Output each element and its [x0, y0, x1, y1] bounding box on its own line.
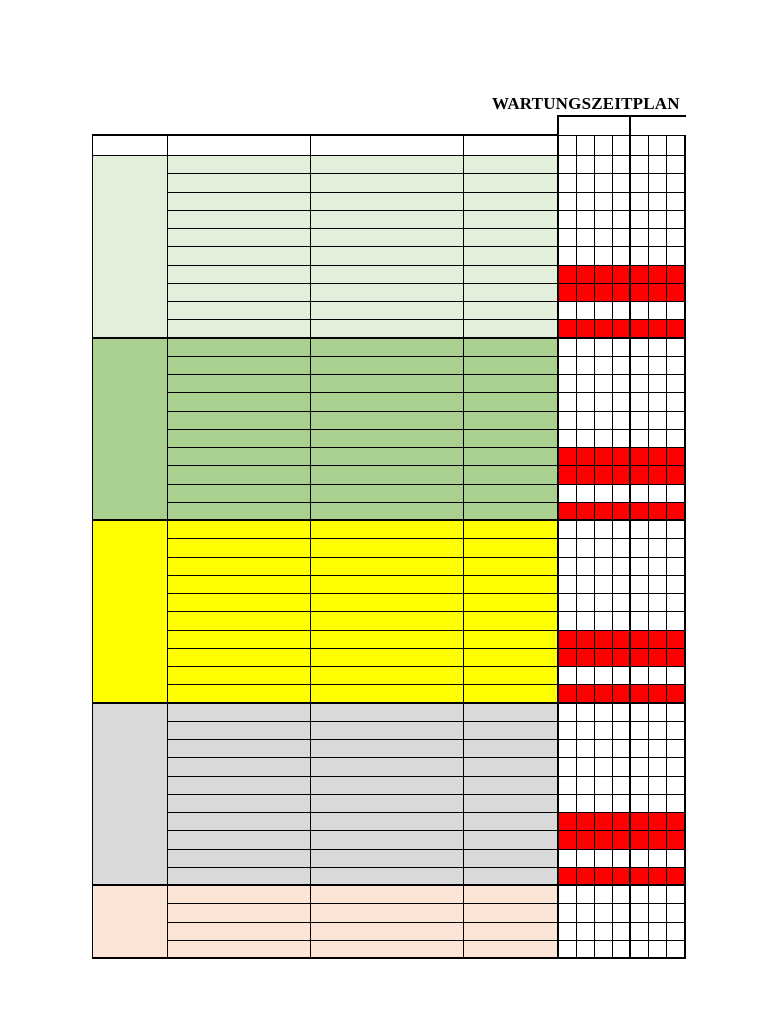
page-title: WARTUNGSZEITPLAN	[492, 94, 680, 113]
task-interval-cell	[463, 319, 558, 337]
task-interval-cell	[463, 538, 558, 556]
grid-line	[629, 115, 631, 958]
task-interval-cell	[463, 849, 558, 867]
task-activity-cell	[310, 757, 463, 775]
grid-line	[167, 812, 686, 813]
task-activity-cell	[310, 246, 463, 264]
task-activity-cell	[310, 611, 463, 629]
task-activity-cell	[310, 684, 463, 702]
grid-line	[167, 630, 686, 631]
task-interval-cell	[463, 630, 558, 648]
task-activity-cell	[310, 867, 463, 885]
task-description-cell	[167, 903, 310, 921]
grid-line	[167, 922, 686, 923]
grid-line	[92, 135, 93, 958]
grid-line	[167, 301, 686, 302]
task-description-cell	[167, 630, 310, 648]
task-description-cell	[167, 228, 310, 246]
grid-line	[594, 135, 595, 958]
task-interval-cell	[463, 593, 558, 611]
grid-line	[92, 519, 686, 521]
grid-line	[92, 155, 686, 156]
task-interval-cell	[463, 246, 558, 264]
grid-line	[557, 115, 559, 958]
task-activity-cell	[310, 465, 463, 483]
task-activity-cell	[310, 575, 463, 593]
task-description-cell	[167, 484, 310, 502]
grid-line	[463, 135, 464, 958]
task-activity-cell	[310, 429, 463, 447]
task-activity-cell	[310, 192, 463, 210]
task-interval-cell	[463, 447, 558, 465]
week-number-cell	[630, 135, 648, 155]
task-interval-cell	[463, 192, 558, 210]
grid-line	[92, 884, 686, 886]
header-vehicle-cell	[92, 135, 167, 155]
task-description-cell	[167, 429, 310, 447]
grid-line	[167, 356, 686, 357]
grid-line	[167, 757, 686, 758]
task-description-cell	[167, 538, 310, 556]
task-activity-cell	[310, 849, 463, 867]
grid-line	[310, 135, 311, 958]
task-description-cell	[167, 885, 310, 903]
task-description-cell	[167, 557, 310, 575]
grid-line	[167, 392, 686, 393]
grid-line	[167, 411, 686, 412]
task-description-cell	[167, 739, 310, 757]
grid-line	[167, 465, 686, 466]
grid-line	[558, 115, 686, 117]
task-description-cell	[167, 593, 310, 611]
task-description-cell	[167, 611, 310, 629]
task-activity-cell	[310, 648, 463, 666]
vehicle-cell	[92, 520, 167, 703]
grid-line	[167, 429, 686, 430]
task-description-cell	[167, 776, 310, 794]
vehicle-cell	[92, 703, 167, 886]
task-activity-cell	[310, 447, 463, 465]
task-activity-cell	[310, 922, 463, 940]
task-description-cell	[167, 392, 310, 410]
grid-line	[167, 319, 686, 320]
task-interval-cell	[463, 411, 558, 429]
grid-line	[167, 776, 686, 777]
task-interval-cell	[463, 885, 558, 903]
grid-line	[167, 611, 686, 612]
grid-line	[167, 794, 686, 795]
task-description-cell	[167, 465, 310, 483]
grid-line	[167, 484, 686, 485]
task-description-cell	[167, 520, 310, 538]
header-activity-cell	[310, 135, 463, 155]
task-interval-cell	[463, 520, 558, 538]
task-interval-cell	[463, 210, 558, 228]
task-description-cell	[167, 374, 310, 392]
grid-line	[167, 575, 686, 576]
task-description-cell	[167, 155, 310, 173]
task-activity-cell	[310, 411, 463, 429]
grid-line	[167, 557, 686, 558]
week-number-cell	[594, 135, 612, 155]
grid-line	[167, 648, 686, 649]
task-description-cell	[167, 192, 310, 210]
grid-line	[167, 867, 686, 868]
task-interval-cell	[463, 301, 558, 319]
grid-line	[167, 739, 686, 740]
task-interval-cell	[463, 392, 558, 410]
task-interval-cell	[463, 757, 558, 775]
task-interval-cell	[463, 265, 558, 283]
grid-line	[92, 702, 686, 704]
task-interval-cell	[463, 502, 558, 520]
grid-line	[92, 337, 686, 339]
grid-line	[92, 957, 686, 959]
task-description-cell	[167, 502, 310, 520]
task-description-cell	[167, 849, 310, 867]
task-description-cell	[167, 338, 310, 356]
task-description-cell	[167, 411, 310, 429]
week-number-cell	[666, 135, 684, 155]
vehicle-cell	[92, 338, 167, 521]
task-description-cell	[167, 356, 310, 374]
task-description-cell	[167, 830, 310, 848]
grid-line	[167, 940, 686, 941]
task-activity-cell	[310, 210, 463, 228]
grid-line	[167, 192, 686, 193]
header-time-cell	[463, 135, 558, 155]
grid-line	[612, 135, 613, 958]
task-activity-cell	[310, 301, 463, 319]
task-activity-cell	[310, 265, 463, 283]
task-activity-cell	[310, 392, 463, 410]
task-interval-cell	[463, 283, 558, 301]
grid-line	[167, 830, 686, 831]
task-interval-cell	[463, 867, 558, 885]
task-interval-cell	[463, 374, 558, 392]
task-description-cell	[167, 210, 310, 228]
grid-line	[685, 135, 686, 958]
task-description-cell	[167, 794, 310, 812]
task-activity-cell	[310, 520, 463, 538]
task-interval-cell	[463, 465, 558, 483]
task-interval-cell	[463, 830, 558, 848]
task-interval-cell	[463, 356, 558, 374]
task-interval-cell	[463, 648, 558, 666]
task-activity-cell	[310, 374, 463, 392]
task-activity-cell	[310, 173, 463, 191]
grid-line	[167, 903, 686, 904]
grid-line	[167, 228, 686, 229]
task-interval-cell	[463, 776, 558, 794]
task-activity-cell	[310, 502, 463, 520]
grid-line	[167, 447, 686, 448]
task-description-cell	[167, 867, 310, 885]
task-description-cell	[167, 940, 310, 958]
task-description-cell	[167, 447, 310, 465]
task-interval-cell	[463, 812, 558, 830]
week-number-cell	[558, 135, 576, 155]
task-activity-cell	[310, 630, 463, 648]
task-activity-cell	[310, 538, 463, 556]
task-description-cell	[167, 246, 310, 264]
task-interval-cell	[463, 429, 558, 447]
task-interval-cell	[463, 922, 558, 940]
grid-line	[167, 666, 686, 667]
task-interval-cell	[463, 155, 558, 173]
task-description-cell	[167, 575, 310, 593]
week-number-cell	[612, 135, 630, 155]
task-description-cell	[167, 301, 310, 319]
grid-line	[167, 502, 686, 503]
task-interval-cell	[463, 173, 558, 191]
task-activity-cell	[310, 557, 463, 575]
grid-line	[666, 135, 667, 958]
grid-line	[167, 135, 168, 958]
task-description-cell	[167, 648, 310, 666]
task-description-cell	[167, 265, 310, 283]
task-description-cell	[167, 684, 310, 702]
grid-line	[167, 684, 686, 685]
task-description-cell	[167, 922, 310, 940]
month-label-cell	[630, 115, 686, 135]
task-interval-cell	[463, 684, 558, 702]
maintenance-schedule-table	[92, 115, 686, 965]
grid-line	[167, 210, 686, 211]
task-activity-cell	[310, 283, 463, 301]
task-description-cell	[167, 703, 310, 721]
task-activity-cell	[310, 338, 463, 356]
task-interval-cell	[463, 666, 558, 684]
task-activity-cell	[310, 739, 463, 757]
grid-line	[167, 246, 686, 247]
task-activity-cell	[310, 703, 463, 721]
task-interval-cell	[463, 739, 558, 757]
grid-line	[167, 374, 686, 375]
task-description-cell	[167, 757, 310, 775]
task-activity-cell	[310, 885, 463, 903]
task-interval-cell	[463, 794, 558, 812]
grid-line	[167, 538, 686, 539]
grid-line	[167, 849, 686, 850]
task-activity-cell	[310, 812, 463, 830]
task-description-cell	[167, 319, 310, 337]
week-number-cell	[648, 135, 666, 155]
task-activity-cell	[310, 356, 463, 374]
task-interval-cell	[463, 484, 558, 502]
task-activity-cell	[310, 794, 463, 812]
task-description-cell	[167, 173, 310, 191]
task-description-cell	[167, 666, 310, 684]
task-activity-cell	[310, 721, 463, 739]
task-activity-cell	[310, 593, 463, 611]
vehicle-cell	[92, 155, 167, 338]
task-interval-cell	[463, 338, 558, 356]
task-interval-cell	[463, 940, 558, 958]
grid-line	[576, 135, 577, 958]
task-activity-cell	[310, 776, 463, 794]
task-interval-cell	[463, 611, 558, 629]
grid-line	[167, 265, 686, 266]
task-activity-cell	[310, 484, 463, 502]
task-description-cell	[167, 721, 310, 739]
vehicle-cell	[92, 885, 167, 958]
task-activity-cell	[310, 228, 463, 246]
task-interval-cell	[463, 575, 558, 593]
task-activity-cell	[310, 319, 463, 337]
task-activity-cell	[310, 666, 463, 684]
task-activity-cell	[310, 940, 463, 958]
week-number-cell	[576, 135, 594, 155]
task-activity-cell	[310, 903, 463, 921]
grid-line	[648, 135, 649, 958]
task-interval-cell	[463, 228, 558, 246]
grid-line	[167, 721, 686, 722]
task-description-cell	[167, 283, 310, 301]
task-description-cell	[167, 812, 310, 830]
grid-line	[167, 593, 686, 594]
task-interval-cell	[463, 703, 558, 721]
grid-line	[167, 283, 686, 284]
grid-line	[630, 135, 686, 136]
grid-line	[92, 134, 558, 136]
header-description-cell	[167, 135, 310, 155]
task-interval-cell	[463, 557, 558, 575]
month-label-cell	[558, 115, 630, 135]
task-activity-cell	[310, 155, 463, 173]
task-interval-cell	[463, 721, 558, 739]
task-interval-cell	[463, 903, 558, 921]
grid-line	[167, 173, 686, 174]
task-activity-cell	[310, 830, 463, 848]
